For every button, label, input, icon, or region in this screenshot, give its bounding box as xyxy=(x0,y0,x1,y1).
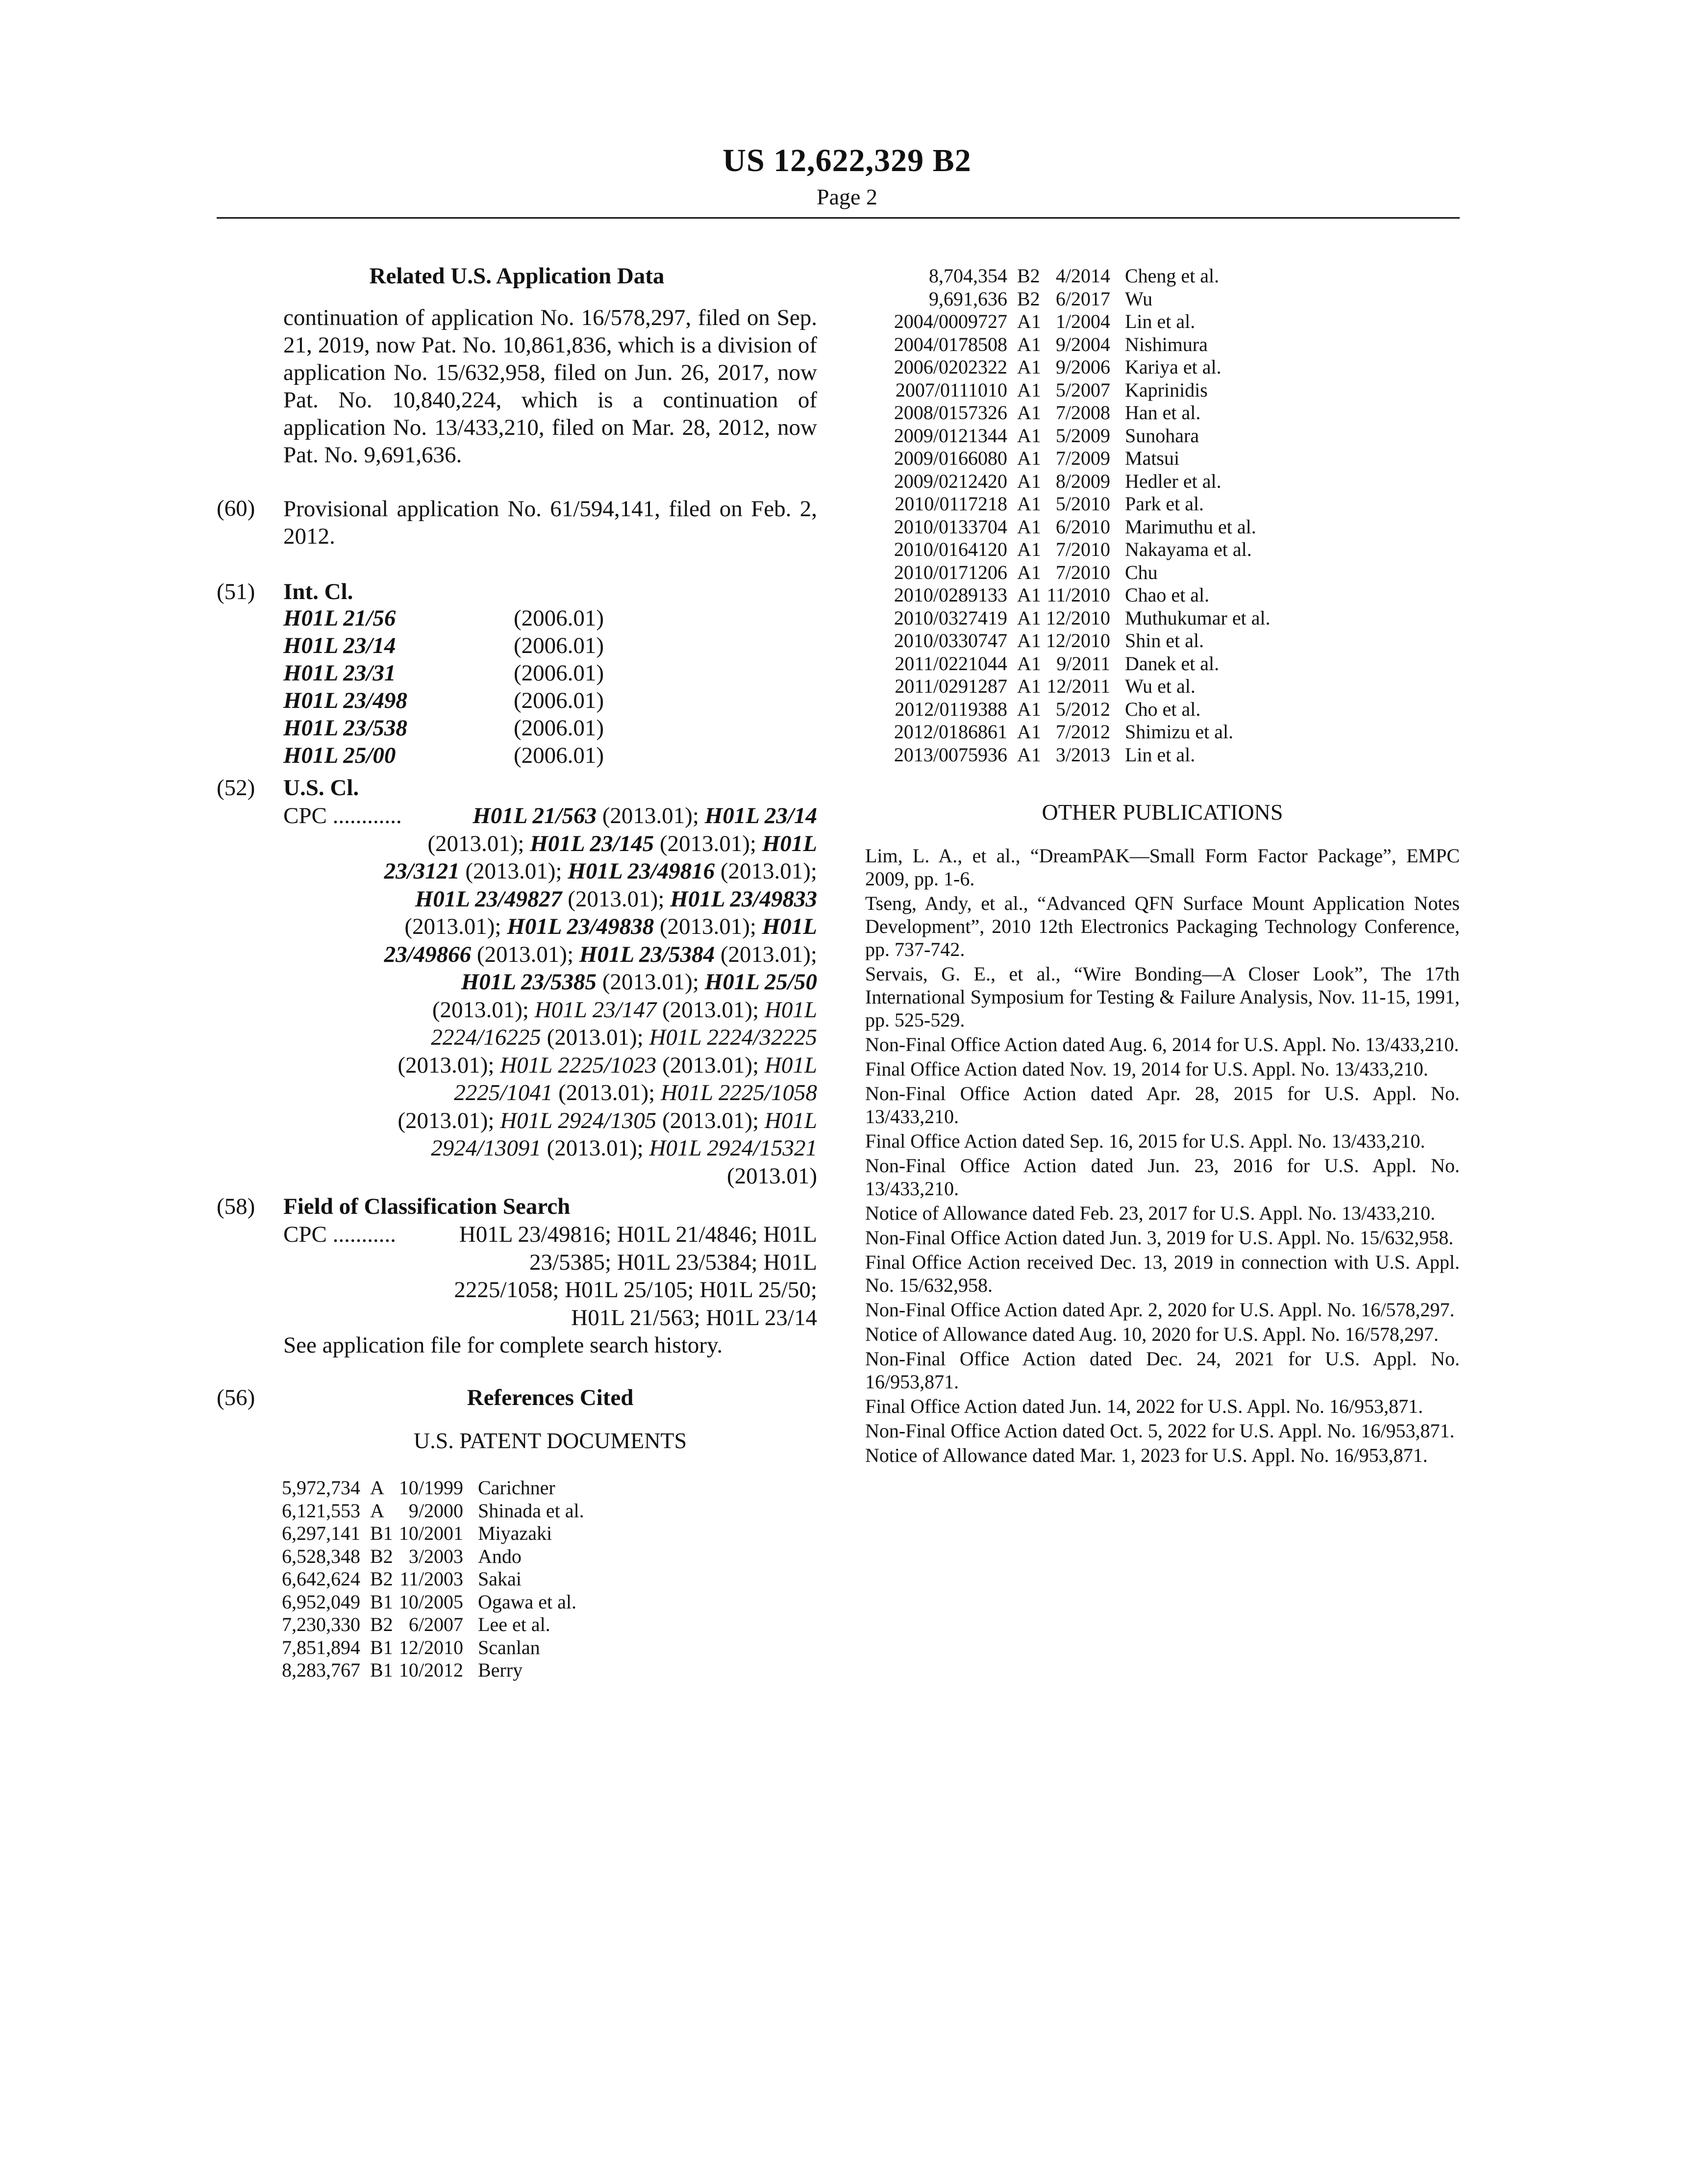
patent-kind: B1 xyxy=(370,1522,393,1544)
patent-row xyxy=(267,1500,584,1523)
us-cl-segment: (2013.01); xyxy=(656,1052,765,1078)
patent-kind: B2 xyxy=(1017,265,1040,287)
us-cl-segment: H01L xyxy=(762,914,817,939)
patent-number: 6,642,624 xyxy=(282,1568,360,1590)
patent-inventor: Sakai xyxy=(478,1568,522,1590)
patent-number: 2008/0157326 xyxy=(894,402,1007,424)
patent-number: 6,528,348 xyxy=(282,1545,360,1567)
publication-entry: Final Office Action dated Nov. 19, 2014 for U.S. Appl. No. 13/433,210. xyxy=(865,1058,1428,1080)
patent-row xyxy=(865,402,1270,425)
patent-kind: B2 xyxy=(370,1568,393,1590)
patent-number: 2006/0202322 xyxy=(894,356,1007,378)
field-search-codes xyxy=(283,1221,817,1331)
patent-kind: A1 xyxy=(1017,652,1041,675)
patent-inventor: Ogawa et al. xyxy=(478,1590,577,1613)
patent-kind: A1 xyxy=(1017,493,1041,515)
patent-date: 9/2004 xyxy=(1055,333,1110,355)
patent-date: 11/2003 xyxy=(399,1568,463,1590)
patent-number: 8,283,767 xyxy=(282,1659,360,1681)
patent-kind: A1 xyxy=(1017,743,1041,766)
us-cl-segment: H01L 23/49816 xyxy=(568,858,715,884)
us-cl-segment: (2013.01); xyxy=(562,886,671,912)
publication-entry: Final Office Action dated Sep. 16, 2015 for U.S. Appl. No. 13/433,210. xyxy=(865,1130,1425,1152)
patent-inventor: Ando xyxy=(478,1545,522,1567)
us-cl-segment: (2013.01); xyxy=(552,1080,661,1105)
us-cl-segment: H01L 23/5384 xyxy=(579,941,715,967)
patent-kind: A1 xyxy=(1017,538,1041,560)
header-divider xyxy=(217,217,1460,219)
patent-inventor: Shin et al. xyxy=(1125,629,1204,652)
us-cl-segment: H01L 23/14 xyxy=(704,803,817,828)
patent-inventor: Shimizu et al. xyxy=(1125,721,1234,743)
field-search-line: H01L 23/49816; H01L 21/4846; H01L xyxy=(459,1222,817,1247)
us-cl-segment: (2013.01); xyxy=(471,941,579,967)
us-cl-line xyxy=(283,1107,817,1135)
patent-date: 6/2007 xyxy=(408,1613,463,1635)
patent-number: 6,121,553 xyxy=(282,1499,360,1522)
patent-inventor: Chao et al. xyxy=(1125,584,1210,606)
us-cl-segment: (2013.01); xyxy=(541,1025,649,1050)
field-search-line: 2225/1058; H01L 25/105; H01L 25/50; xyxy=(454,1277,817,1303)
us-cl-line xyxy=(283,857,817,885)
provisional-tag: (60) xyxy=(217,496,255,521)
us-cl-segment: (2013.01); xyxy=(656,997,765,1023)
publication-entry: Non-Final Office Action dated Dec. 24, 2021 for U.S. Appl. No. 16/953,871. xyxy=(865,1348,1460,1393)
provisional-text: Provisional application No. 61/594,141, filed on Feb. 2, 2012. xyxy=(283,496,817,549)
patent-row xyxy=(865,653,1270,676)
int-cl-code: H01L 23/31 xyxy=(283,660,396,686)
us-cl-segment: H01L 2924/1305 xyxy=(500,1107,657,1133)
patent-kind: A1 xyxy=(1017,561,1041,583)
us-cl-tag: (52) xyxy=(217,775,255,801)
patent-date: 12/2010 xyxy=(1046,629,1110,652)
patent-row xyxy=(267,1613,584,1636)
us-cl-segment: H01L 23/49838 xyxy=(507,914,654,939)
patent-row xyxy=(865,561,1270,584)
us-cl-line xyxy=(283,1024,817,1052)
us-cl-cpc-label: CPC ............ xyxy=(283,803,402,828)
patent-kind: B2 xyxy=(370,1613,393,1635)
patent-row xyxy=(865,447,1270,470)
patent-kind: A1 xyxy=(1017,721,1041,743)
publication-entry: Non-Final Office Action dated Oct. 5, 2022 for U.S. Appl. No. 16/953,871. xyxy=(865,1420,1455,1442)
related-app-text: continuation of application No. 16/578,297, filed on Sep. 21, 2019, now Pat. No. 10,861,836, which is a division of application No. 15/632,958, filed on Jun. 26, 2017, now Pat. No. 10,840,224, which is a continuation of application No. 13/433,210, filed on Mar. 28, 2012, now Pat. No. 9,691,636. xyxy=(283,305,817,468)
int-cl-year: (2006.01) xyxy=(514,688,604,713)
int-cl-row xyxy=(283,632,656,659)
patent-row xyxy=(267,1545,584,1568)
patent-number: 2010/0289133 xyxy=(894,584,1007,606)
int-cl-year: (2006.01) xyxy=(514,633,604,658)
int-cl-year: (2006.01) xyxy=(514,743,604,768)
us-cl-segment: (2013.01); xyxy=(715,941,817,967)
us-cl-line xyxy=(283,802,817,830)
publication-entry: Notice of Allowance dated Feb. 23, 2017 for U.S. Appl. No. 13/433,210. xyxy=(865,1202,1436,1224)
us-cl-segment: H01L 2924/15321 xyxy=(649,1135,817,1161)
int-cl-title: Int. Cl. xyxy=(283,579,353,604)
patent-row xyxy=(865,288,1270,311)
patent-date: 6/2010 xyxy=(1055,515,1110,538)
related-app-title: Related U.S. Application Data xyxy=(369,263,665,289)
int-cl-year: (2006.01) xyxy=(514,605,604,631)
patent-inventor: Chu xyxy=(1125,561,1158,583)
patent-inventor: Nakayama et al. xyxy=(1125,538,1252,560)
patent-row xyxy=(267,1636,584,1659)
us-cl-segment: H01L xyxy=(762,830,817,856)
patent-inventor: Sunohara xyxy=(1125,424,1199,447)
field-search-title: Field of Classification Search xyxy=(283,1194,571,1219)
patent-kind: A1 xyxy=(1017,333,1041,355)
int-cl-code: H01L 21/56 xyxy=(283,605,396,631)
publication-entry: Tseng, Andy, et al., “Advanced QFN Surface Mount Application Notes Development”, 2010 12th Electronics Packaging Technology Conference, pp. 737-742. xyxy=(865,892,1460,960)
patent-date: 12/2010 xyxy=(1046,606,1110,629)
patent-row xyxy=(865,310,1270,333)
patent-number: 2010/0117218 xyxy=(895,493,1007,515)
patent-inventor: Lin et al. xyxy=(1125,310,1196,332)
publication-entry: Non-Final Office Action dated Jun. 3, 2019 for U.S. Appl. No. 15/632,958. xyxy=(865,1227,1454,1249)
patent-number: 2010/0330747 xyxy=(894,629,1007,652)
patent-kind: A1 xyxy=(1017,310,1041,332)
patent-inventor: Lee et al. xyxy=(478,1613,550,1635)
page-number: Page 2 xyxy=(817,184,877,209)
patent-number: 2009/0121344 xyxy=(894,424,1007,447)
patent-inventor: Matsui xyxy=(1125,447,1180,469)
patent-inventor: Kaprinidis xyxy=(1125,378,1208,401)
patent-date: 3/2003 xyxy=(408,1545,463,1567)
patent-date: 3/2013 xyxy=(1055,743,1110,766)
refs-title: References Cited xyxy=(467,1385,634,1410)
us-cl-segment: (2013.01); xyxy=(715,858,817,884)
patent-date: 1/2004 xyxy=(1055,310,1110,332)
patent-date: 10/2005 xyxy=(399,1590,463,1613)
us-cl-segment: H01L 23/147 xyxy=(534,997,657,1023)
patent-number: 5,972,734 xyxy=(282,1477,360,1499)
refs-tag: (56) xyxy=(217,1385,255,1410)
us-cl-line xyxy=(283,1162,817,1190)
patent-inventor: Han et al. xyxy=(1125,402,1201,424)
field-search-line: H01L 21/563; H01L 23/14 xyxy=(571,1305,817,1330)
us-cl-line xyxy=(283,968,817,996)
us-cl-segment: H01L xyxy=(764,1052,817,1078)
patent-inventor: Scanlan xyxy=(478,1636,540,1658)
patent-inventor: Hedler et al. xyxy=(1125,470,1221,492)
publication-entry: Servais, G. E., et al., “Wire Bonding—A Closer Look”, The 17th International Symposium for Testing & Failure Analysis, Nov. 11-15, 1991, pp. 525-529. xyxy=(865,963,1460,1031)
us-cl-segment: 23/49866 xyxy=(384,941,472,967)
us-cl-segment: H01L 2225/1023 xyxy=(500,1052,657,1078)
patent-row xyxy=(865,629,1270,653)
patent-number: 6,952,049 xyxy=(282,1590,360,1613)
patent-kind: A1 xyxy=(1017,515,1041,538)
patent-number: 2012/0119388 xyxy=(895,698,1007,720)
field-search-line: 23/5385; H01L 23/5384; H01L xyxy=(529,1249,817,1275)
publication-entry: Non-Final Office Action dated Jun. 23, 2016 for U.S. Appl. No. 13/433,210. xyxy=(865,1155,1460,1200)
us-cl-segment: (2013.01) xyxy=(726,1163,817,1189)
patent-inventor: Lin et al. xyxy=(1125,743,1196,766)
publication-entry: Final Office Action dated Jun. 14, 2022 for U.S. Appl. No. 16/953,871. xyxy=(865,1395,1423,1417)
patent-row xyxy=(865,744,1270,767)
patent-row xyxy=(865,675,1270,698)
patent-date: 4/2014 xyxy=(1055,265,1110,287)
patent-number: 6,297,141 xyxy=(282,1522,360,1544)
patent-inventor: Shinada et al. xyxy=(478,1499,584,1522)
us-cl-segment: (2013.01); xyxy=(398,1107,500,1133)
us-cl-segment: H01L 23/49833 xyxy=(670,886,817,912)
us-cl-line xyxy=(283,885,817,913)
patent-date: 10/2001 xyxy=(399,1522,463,1544)
patent-date: 9/2000 xyxy=(408,1499,463,1522)
publication-entry: Notice of Allowance dated Mar. 1, 2023 for U.S. Appl. No. 16/953,871. xyxy=(865,1444,1428,1466)
patent-row xyxy=(267,1591,584,1614)
us-cl-codes xyxy=(283,802,817,1190)
patent-number: 2010/0133704 xyxy=(894,515,1007,538)
right-patents-table-wrap xyxy=(865,265,1270,766)
patent-number: 2004/0009727 xyxy=(894,310,1007,332)
us-cl-segment: (2013.01); xyxy=(597,969,705,995)
patent-date: 7/2009 xyxy=(1055,447,1110,469)
publication-entry: Notice of Allowance dated Aug. 10, 2020 for U.S. Appl. No. 16/578,297. xyxy=(865,1323,1439,1345)
patent-kind: A1 xyxy=(1017,378,1041,401)
patent-number: 2004/0178508 xyxy=(894,333,1007,355)
patent-date: 5/2010 xyxy=(1055,493,1110,515)
patent-date: 5/2012 xyxy=(1055,698,1110,720)
int-cl-row xyxy=(283,604,656,632)
patent-row xyxy=(865,721,1270,744)
patent-kind: A1 xyxy=(1017,356,1041,378)
us-cl-segment: H01L 23/5385 xyxy=(461,969,597,995)
patent-inventor: Marimuthu et al. xyxy=(1125,515,1256,538)
patent-number: 2013/0075936 xyxy=(894,743,1007,766)
patent-row xyxy=(267,1522,584,1545)
publication-entry: Lim, L. A., et al., “DreamPAK—Small Form Factor Package”, EMPC 2009, pp. 1-6. xyxy=(865,845,1460,890)
right-patents-table xyxy=(865,265,1270,766)
patent-kind: A1 xyxy=(1017,402,1041,424)
publication-entry: Final Office Action received Dec. 13, 2019 in connection with U.S. Appl. No. 15/632,958. xyxy=(865,1251,1460,1296)
us-cl-segment: H01L 2225/1058 xyxy=(660,1080,817,1105)
us-cl-segment: (2013.01); xyxy=(404,914,507,939)
publication-entry: Non-Final Office Action dated Apr. 2, 2020 for U.S. Appl. No. 16/578,297. xyxy=(865,1299,1455,1321)
patent-kind: A1 xyxy=(1017,698,1041,720)
patent-inventor: Park et al. xyxy=(1125,493,1204,515)
int-cl-code: H01L 23/498 xyxy=(283,688,407,713)
patent-kind: B1 xyxy=(370,1590,393,1613)
us-cl-segment: (2013.01); xyxy=(432,997,535,1023)
patent-number: 2007/0111010 xyxy=(895,378,1007,401)
patent-row xyxy=(865,698,1270,721)
patent-row xyxy=(267,1568,584,1591)
patent-number: 2010/0171206 xyxy=(894,561,1007,583)
patent-row xyxy=(865,425,1270,448)
int-cl-row xyxy=(283,659,656,687)
us-cl-segment: (2013.01); xyxy=(459,858,568,884)
us-cl-segment: H01L 2224/32225 xyxy=(649,1025,817,1050)
us-cl-segment: (2013.01); xyxy=(541,1135,649,1161)
patent-date: 10/1999 xyxy=(399,1477,463,1499)
field-search-tag: (58) xyxy=(217,1194,255,1219)
patent-number: 2010/0327419 xyxy=(894,606,1007,629)
patent-number: 8,704,354 xyxy=(929,265,1007,287)
patent-inventor: Muthukumar et al. xyxy=(1125,606,1270,629)
patent-kind: A1 xyxy=(1017,470,1041,492)
patent-row xyxy=(865,538,1270,561)
refs-subtitle: U.S. PATENT DOCUMENTS xyxy=(413,1428,687,1453)
patent-number: 7,851,894 xyxy=(282,1636,360,1658)
left-patents-table-wrap xyxy=(267,1477,584,1682)
patent-number: 2011/0221044 xyxy=(895,652,1007,675)
patent-row xyxy=(865,607,1270,630)
patent-inventor: Wu xyxy=(1125,287,1153,310)
patent-number: US 12,622,329 B2 xyxy=(722,143,972,178)
patent-kind: B2 xyxy=(1017,287,1040,310)
patent-number: 9,691,636 xyxy=(929,287,1007,310)
other-pubs-list xyxy=(865,844,1460,1468)
us-cl-segment: (2013.01); xyxy=(398,1052,500,1078)
patent-kind: A1 xyxy=(1017,629,1041,652)
patent-row xyxy=(865,516,1270,539)
patent-number: 7,230,330 xyxy=(282,1613,360,1635)
other-pubs-title: OTHER PUBLICATIONS xyxy=(1042,800,1283,825)
patent-inventor: Nishimura xyxy=(1125,333,1208,355)
patent-row xyxy=(267,1659,584,1682)
field-search-cpc-label: CPC ........... xyxy=(283,1222,396,1247)
patent-date: 7/2010 xyxy=(1055,561,1110,583)
patent-inventor: Danek et al. xyxy=(1125,652,1220,675)
us-cl-line xyxy=(283,996,817,1024)
int-cl-code: H01L 23/538 xyxy=(283,715,407,741)
patent-row xyxy=(865,265,1270,288)
patent-row xyxy=(865,356,1270,379)
int-cl-list xyxy=(283,604,656,769)
patent-inventor: Cho et al. xyxy=(1125,698,1201,720)
patent-date: 8/2009 xyxy=(1055,470,1110,492)
us-cl-segment: H01L xyxy=(764,1107,817,1133)
publication-entry: Non-Final Office Action dated Aug. 6, 2014 for U.S. Appl. No. 13/433,210. xyxy=(865,1033,1459,1055)
us-cl-line xyxy=(283,830,817,858)
patent-date: 9/2011 xyxy=(1056,652,1110,675)
us-cl-segment: H01L 25/50 xyxy=(704,969,817,995)
patent-date: 7/2010 xyxy=(1055,538,1110,560)
patent-number: 2010/0164120 xyxy=(894,538,1007,560)
us-cl-title: U.S. Cl. xyxy=(283,775,359,801)
patent-date: 11/2010 xyxy=(1046,584,1110,606)
patent-date: 9/2006 xyxy=(1055,356,1110,378)
field-search-note: See application file for complete search history. xyxy=(283,1332,723,1358)
int-cl-year: (2006.01) xyxy=(514,715,604,741)
left-patents-table xyxy=(267,1477,584,1682)
us-cl-segment: H01L 23/145 xyxy=(530,830,654,856)
patent-row xyxy=(865,333,1270,356)
patent-kind: A1 xyxy=(1017,584,1041,606)
us-cl-line xyxy=(283,1079,817,1107)
us-cl-segment: H01L 23/49827 xyxy=(415,886,562,912)
patent-row xyxy=(865,470,1270,493)
patent-date: 5/2009 xyxy=(1055,424,1110,447)
patent-kind: A1 xyxy=(1017,447,1041,469)
int-cl-code: H01L 23/14 xyxy=(283,633,396,658)
us-cl-segment: (2013.01); xyxy=(656,1107,765,1133)
patent-kind: A1 xyxy=(1017,606,1041,629)
int-cl-row xyxy=(283,687,656,714)
us-cl-segment: (2013.01); xyxy=(597,803,705,828)
patent-kind: A1 xyxy=(1017,675,1041,697)
int-cl-year: (2006.01) xyxy=(514,660,604,686)
patent-number: 2011/0291287 xyxy=(895,675,1007,697)
us-cl-line xyxy=(283,1134,817,1162)
patent-kind: B1 xyxy=(370,1659,393,1681)
patent-date: 7/2012 xyxy=(1055,721,1110,743)
us-cl-line xyxy=(283,1052,817,1079)
patent-row xyxy=(865,493,1270,516)
patent-number: 2009/0212420 xyxy=(894,470,1007,492)
patent-number: 2012/0186861 xyxy=(894,721,1007,743)
us-cl-segment: (2013.01); xyxy=(654,830,762,856)
patent-kind: A xyxy=(370,1477,384,1499)
patent-kind: A xyxy=(370,1499,384,1522)
patent-date: 6/2017 xyxy=(1055,287,1110,310)
us-cl-segment: (2013.01); xyxy=(427,830,530,856)
patent-kind: B1 xyxy=(370,1636,393,1658)
us-cl-segment: 2225/1041 xyxy=(454,1080,553,1105)
patent-row xyxy=(267,1477,584,1500)
patent-inventor: Cheng et al. xyxy=(1125,265,1220,287)
patent-inventor: Berry xyxy=(478,1659,523,1681)
patent-inventor: Kariya et al. xyxy=(1125,356,1221,378)
us-cl-segment: 2924/13091 xyxy=(431,1135,541,1161)
patent-kind: B2 xyxy=(370,1545,393,1567)
patent-row xyxy=(865,379,1270,402)
patent-inventor: Wu et al. xyxy=(1125,675,1196,697)
int-cl-code: H01L 25/00 xyxy=(283,743,396,768)
us-cl-segment: H01L xyxy=(764,997,817,1023)
patent-number: 2009/0166080 xyxy=(894,447,1007,469)
publication-entry: Non-Final Office Action dated Apr. 28, 2015 for U.S. Appl. No. 13/433,210. xyxy=(865,1082,1460,1128)
us-cl-segment: H01L 21/563 xyxy=(473,803,597,828)
us-cl-line xyxy=(283,913,817,941)
int-cl-tag: (51) xyxy=(217,579,255,604)
patent-date: 7/2008 xyxy=(1055,402,1110,424)
patent-date: 12/2010 xyxy=(399,1636,463,1658)
us-cl-segment: 23/3121 xyxy=(384,858,460,884)
patent-date: 10/2012 xyxy=(399,1659,463,1681)
patent-inventor: Miyazaki xyxy=(478,1522,552,1544)
patent-date: 5/2007 xyxy=(1055,378,1110,401)
int-cl-row xyxy=(283,742,656,769)
patent-date: 12/2011 xyxy=(1046,675,1110,697)
us-cl-segment: (2013.01); xyxy=(654,914,762,939)
us-cl-segment: 2224/16225 xyxy=(431,1025,541,1050)
patent-kind: A1 xyxy=(1017,424,1041,447)
us-cl-line xyxy=(283,941,817,969)
patent-row xyxy=(865,584,1270,607)
int-cl-row xyxy=(283,714,656,742)
patent-inventor: Carichner xyxy=(478,1477,555,1499)
